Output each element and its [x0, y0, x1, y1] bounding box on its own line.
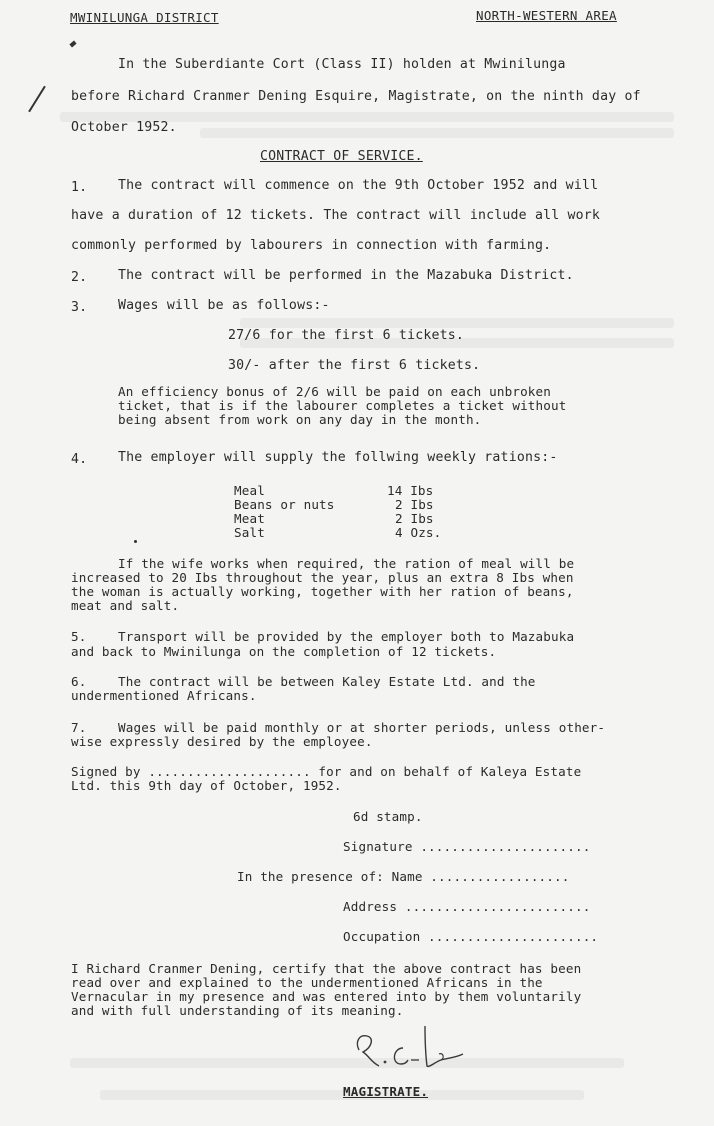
ration-item: Meal — [234, 483, 265, 498]
pen-mark — [28, 86, 46, 113]
clause-1-line-2: have a duration of 12 tickets. The contract will include all work — [71, 208, 601, 223]
clause-6-line-2: undermentioned Africans. — [71, 688, 257, 703]
clause-4-line-1: The employer will supply the follwing weekly rations:- — [118, 450, 558, 465]
bonus-line-3: being absent from work on any day in the month. — [118, 412, 482, 427]
clause-1-line-1: The contract will commence on the 9th October 1952 and will — [118, 178, 599, 193]
clause-2-number: 2. — [71, 270, 88, 285]
bleed-through-shadow — [240, 318, 674, 328]
bonus-line-1: An efficiency bonus of 2/6 will be paid on each unbroken — [118, 384, 551, 399]
ration-item: Salt — [234, 525, 265, 540]
clause-4-number: 4. — [71, 452, 88, 467]
clause-2-line-1: The contract will be performed in the Mazabuka District. — [118, 268, 574, 283]
wife-ration-line-1: If the wife works when required, the ration of meal will be — [118, 556, 575, 571]
ration-item: Beans or nuts — [234, 497, 335, 512]
clause-5-line-1: Transport will be provided by the employer both to Mazabuka — [118, 629, 575, 644]
wife-ration-line-4: meat and salt. — [71, 598, 180, 613]
certify-line-3: Vernacular in my presence and was entered into by them voluntarily — [71, 989, 582, 1004]
pen-mark — [69, 41, 76, 48]
clause-7-number: 7. — [71, 720, 87, 735]
certify-line-2: read over and explained to the undermentioned Africans in the — [71, 975, 543, 990]
stamp-label: 6d stamp. — [353, 809, 423, 824]
signed-by-line-2: Ltd. this 9th day of October, 1952. — [71, 778, 342, 793]
clause-1-number: 1. — [71, 180, 88, 195]
contract-title: CONTRACT OF SERVICE. — [260, 149, 423, 164]
wife-ration-line-3: the woman is actually working, together with her ration of beans, — [71, 584, 574, 599]
clause-1-line-3: commonly performed by labourers in connection with farming. — [71, 238, 552, 253]
intro-line-3: October 1952. — [71, 120, 177, 135]
certify-line-1: I Richard Cranmer Dening, certify that the above contract has been — [71, 961, 582, 976]
witness-address-line: Address ........................ — [343, 899, 591, 914]
header-district: MWINILUNGA DISTRICT — [70, 10, 219, 25]
clause-7-line-1: Wages will be paid monthly or at shorter periods, unless other- — [118, 720, 606, 735]
ration-qty: 2 Ibs — [395, 497, 434, 512]
clause-3-line-1: Wages will be as follows:- — [118, 298, 330, 313]
clause-7-line-2: wise expressly desired by the employee. — [71, 734, 373, 749]
intro-line-2: before Richard Cranmer Dening Esquire, Magistrate, on the ninth day of — [71, 89, 641, 104]
ration-qty: 14 Ibs — [387, 483, 434, 498]
wife-ration-line-2: increased to 20 Ibs throughout the year, plus an extra 8 Ibs when — [71, 570, 574, 585]
ration-item: Meat — [234, 511, 265, 526]
signed-by-line-1: Signed by ..................... for and on behalf of Kaleya Estate — [71, 764, 582, 779]
ink-dot — [134, 540, 137, 543]
witness-occupation-line: Occupation ...................... — [343, 929, 599, 944]
certify-line-4: and with full understanding of its meaning. — [71, 1003, 404, 1018]
clause-5-number: 5. — [71, 629, 87, 644]
bleed-through-shadow — [100, 1090, 584, 1100]
clause-6-number: 6. — [71, 674, 87, 689]
header-area: NORTH-WESTERN AREA — [476, 8, 617, 23]
magistrate-label: MAGISTRATE. — [343, 1084, 429, 1099]
bleed-through-shadow — [200, 128, 674, 138]
signature-line: Signature ...................... — [343, 839, 591, 854]
ration-qty: 2 Ibs — [395, 511, 434, 526]
magistrate-signature — [345, 1022, 475, 1082]
intro-line-1: In the Suberdiante Cort (Class II) holden at Mwinilunga — [118, 57, 566, 72]
clause-5-line-2: and back to Mwinilunga on the completion of 12 tickets. — [71, 644, 497, 659]
ration-qty: 4 Ozs. — [395, 525, 442, 540]
bonus-line-2: ticket, that is if the labourer completes a ticket without — [118, 398, 567, 413]
wage-rate-2: 30/- after the first 6 tickets. — [228, 358, 481, 373]
wage-rate-1: 27/6 for the first 6 tickets. — [228, 328, 465, 343]
clause-6-line-1: The contract will be between Kaley Estate Ltd. and the — [118, 674, 536, 689]
clause-3-number: 3. — [71, 300, 88, 315]
witness-name-line: In the presence of: Name .................. — [237, 869, 570, 884]
